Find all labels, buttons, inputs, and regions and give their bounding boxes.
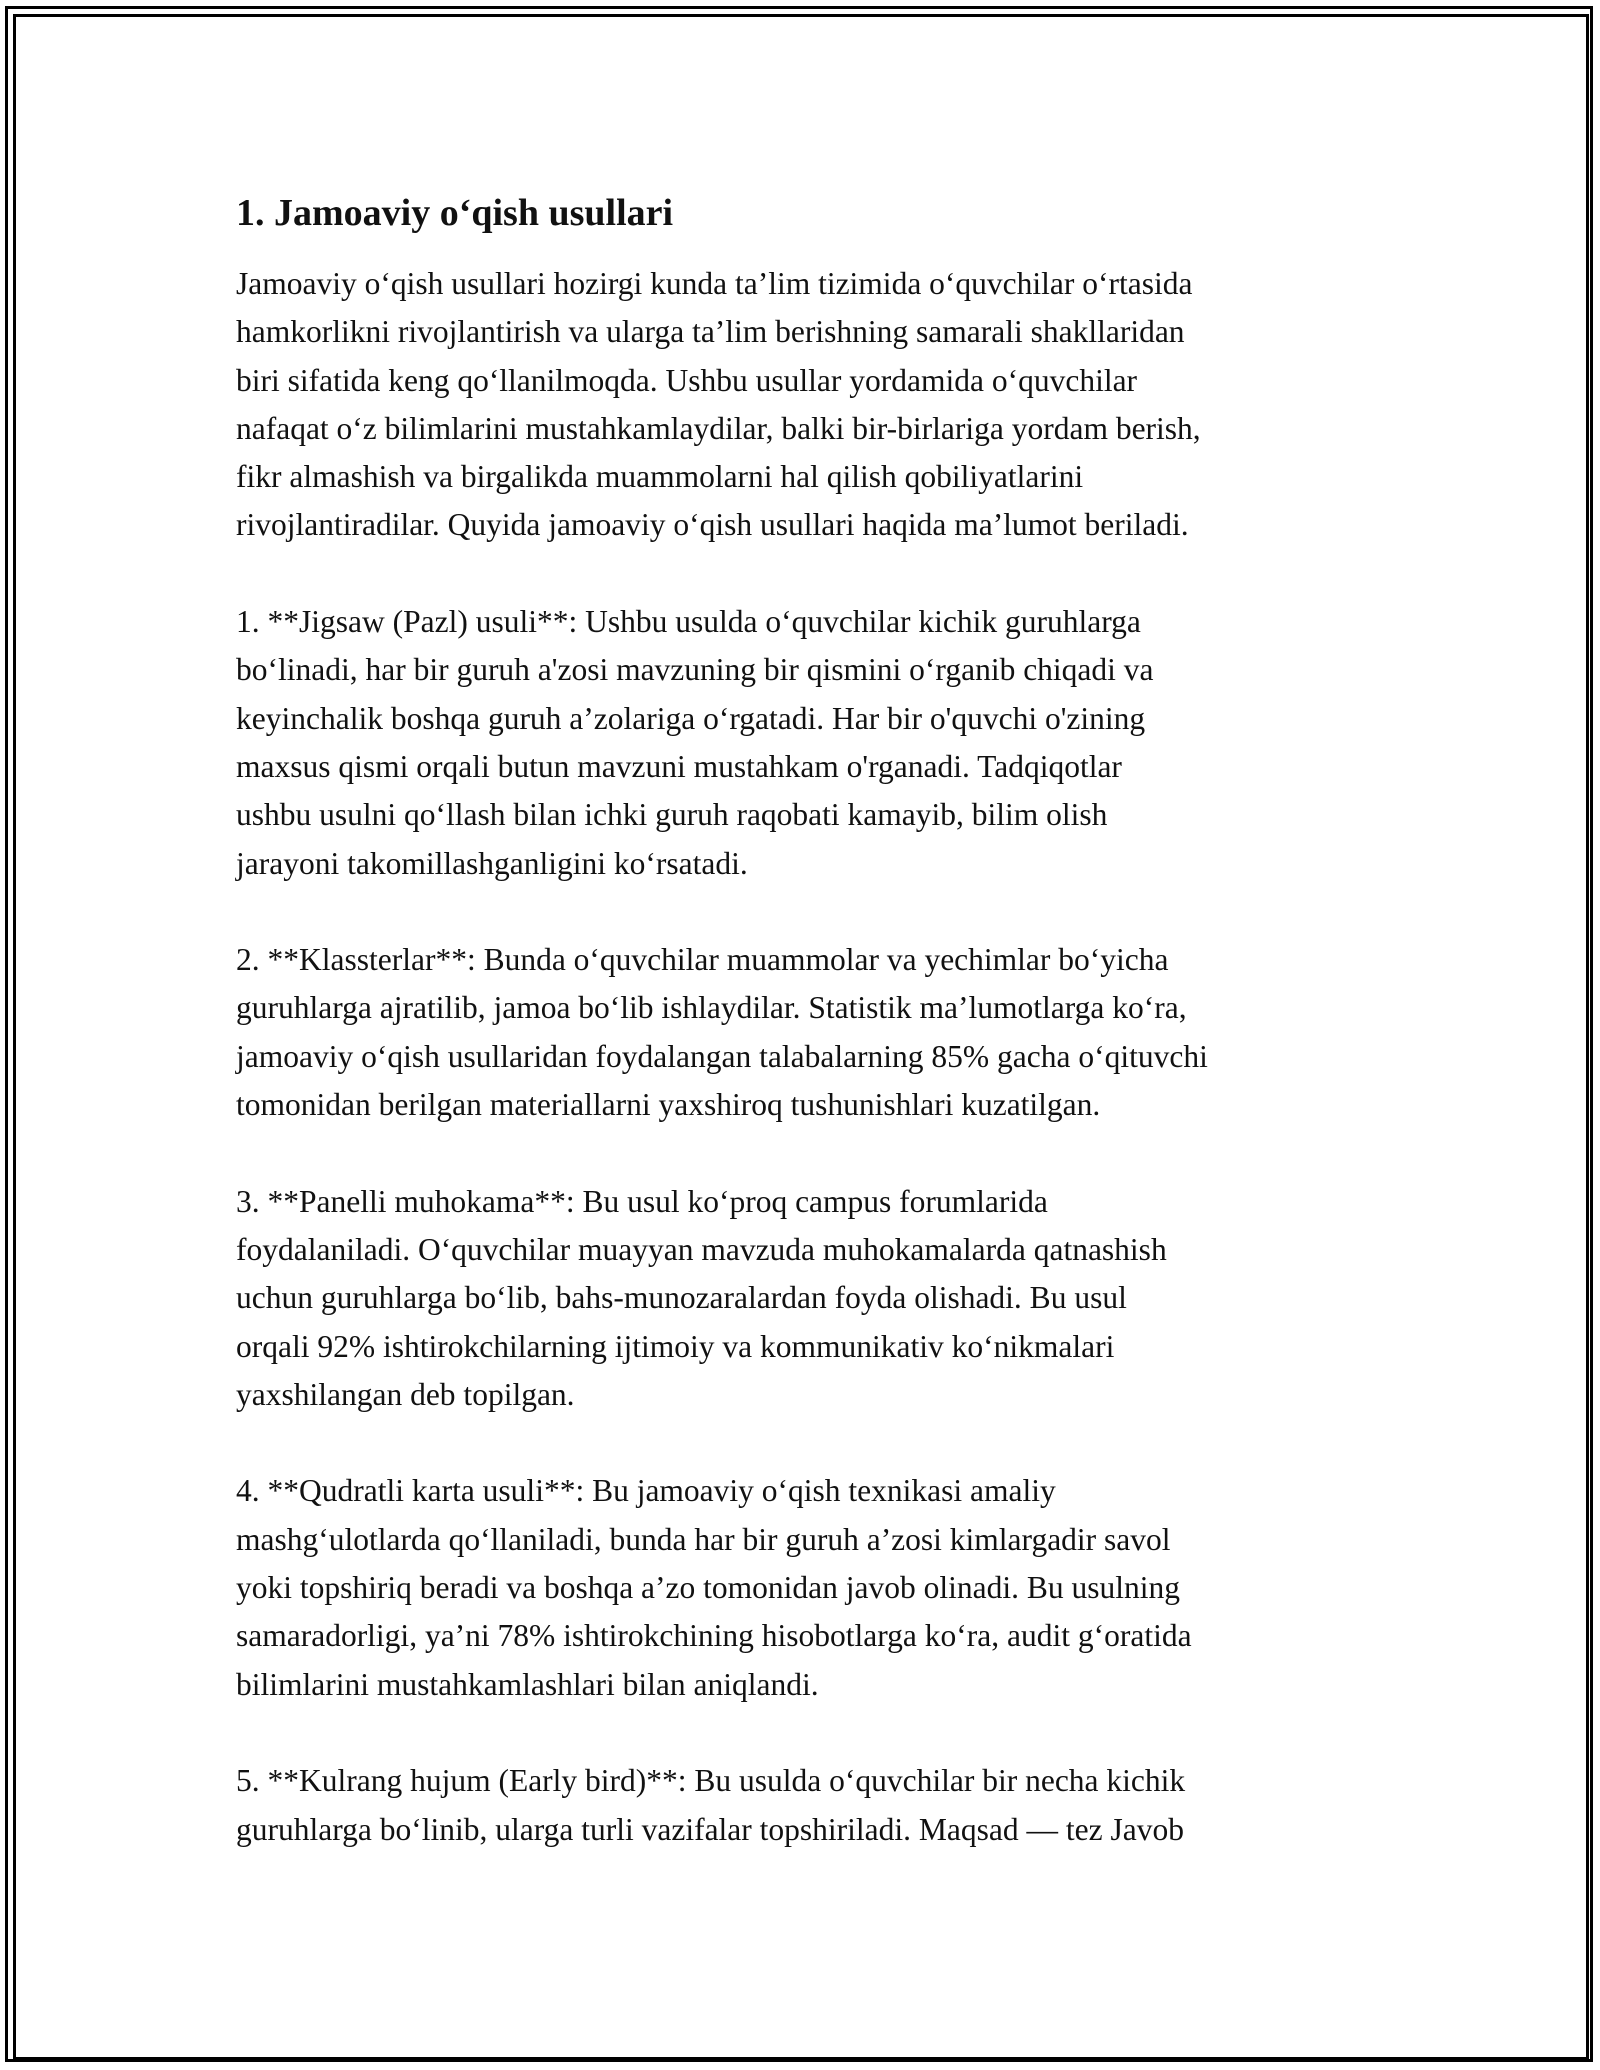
text-line: guruhlarga bo‘linib, ularga turli vazifalar topshiriladi. Maqsad — tez Javob (236, 1811, 1184, 1847)
text-line: tomonidan berilgan materiallarni yaxshiroq tushunishlari kuzatilgan. (236, 1087, 1101, 1123)
text-line: yaxshilangan deb topilgan. (236, 1376, 575, 1412)
text-line: mashg‘ulotlarda qo‘llaniladi, bunda har bir guruh a’zosi kimlargadir savol (236, 1521, 1171, 1557)
text-line: foydalaniladi. O‘quvchilar muayyan mavzuda muhokamalarda qatnashish (236, 1231, 1167, 1267)
text-line: fikr almashish va birgalikda muammolarni hal qilish qobiliyatlarini (236, 459, 1084, 495)
text-line: 3. **Panelli muhokama**: Bu usul ko‘proq campus forumlarida (236, 1183, 1048, 1219)
text-line: rivojlantiradilar. Quyida jamoaviy o‘qish usullari haqida ma’lumot beriladi. (236, 507, 1189, 543)
method-clusters-paragraph (236, 936, 1376, 1129)
text-line: jarayoni takomillashganligini ko‘rsatadi. (236, 845, 748, 881)
text-line: 2. **Klassterlar**: Bunda o‘quvchilar muammolar va yechimlar bo‘yicha (236, 942, 1169, 978)
text-line: 1. **Jigsaw (Pazl) usuli**: Ushbu usulda o‘quvchilar kichik guruhlarga (236, 604, 1141, 640)
method-panel-discussion-paragraph (236, 1178, 1376, 1419)
text-line: jamoaviy o‘qish usullaridan foydalangan talabalarning 85% gacha o‘qituvchi (236, 1038, 1208, 1074)
text-line: keyinchalik boshqa guruh a’zolariga o‘rgatadi. Har bir o'quvchi o'zining (236, 700, 1146, 736)
method-jigsaw-paragraph (236, 598, 1376, 888)
text-line: uchun guruhlarga bo‘lib, bahs-munozaralardan foyda olishadi. Bu usul (236, 1280, 1127, 1316)
text-line: Jamoaviy o‘qish usullari hozirgi kunda ta’lim tizimida o‘quvchilar o‘rtasida (236, 266, 1193, 301)
page-title: 1. Jamoaviy o‘qish usullari (236, 192, 674, 234)
text-line: orqali 92% ishtirokchilarning ijtimoiy va kommunikativ ko‘nikmalari (236, 1328, 1115, 1364)
method-early-bird-paragraph (236, 1757, 1376, 1854)
text-line: bo‘linadi, har bir guruh a'zosi mavzuning bir qismini o‘rganib chiqadi va (236, 652, 1154, 688)
text-line: bilimlarini mustahkamlashlari bilan aniqlandi. (236, 1666, 819, 1702)
document-body (236, 188, 1376, 1902)
method-power-card-paragraph (236, 1467, 1376, 1708)
text-line: biri sifatida keng qo‘llanilmoqda. Ushbu usullar yordamida o‘quvchilar (236, 362, 1138, 398)
text-line: 4. **Qudratli karta usuli**: Bu jamoaviy o‘qish texnikasi amaliy (236, 1473, 1056, 1509)
text-line: guruhlarga ajratilib, jamoa bo‘lib ishlaydilar. Statistik ma’lumotlarga ko‘ra, (236, 990, 1187, 1026)
text-line: yoki topshiriq beradi va boshqa a’zo tomonidan javob olinadi. Bu usulning (236, 1570, 1180, 1606)
text-line: samaradorligi, ya’ni 78% ishtirokchining hisobotlarga ko‘ra, audit g‘oratida (236, 1618, 1192, 1654)
text-line: hamkorlikni rivojlantirish va ularga ta’lim berishning samarali shakllaridan (236, 314, 1185, 350)
intro-paragraph (236, 260, 1376, 550)
text-line: nafaqat o‘z bilimlarini mustahkamlaydilar, balki bir-birlariga yordam berish, (236, 410, 1201, 446)
text-line: 5. **Kulrang hujum (Early bird)**: Bu usulda o‘quvchilar bir necha kichik (236, 1763, 1186, 1799)
text-line: ushbu usulni qo‘llash bilan ichki guruh raqobati kamayib, bilim olish (236, 797, 1108, 833)
text-line: maxsus qismi orqali butun mavzuni mustahkam o'rganadi. Tadqiqotlar (236, 748, 1122, 784)
